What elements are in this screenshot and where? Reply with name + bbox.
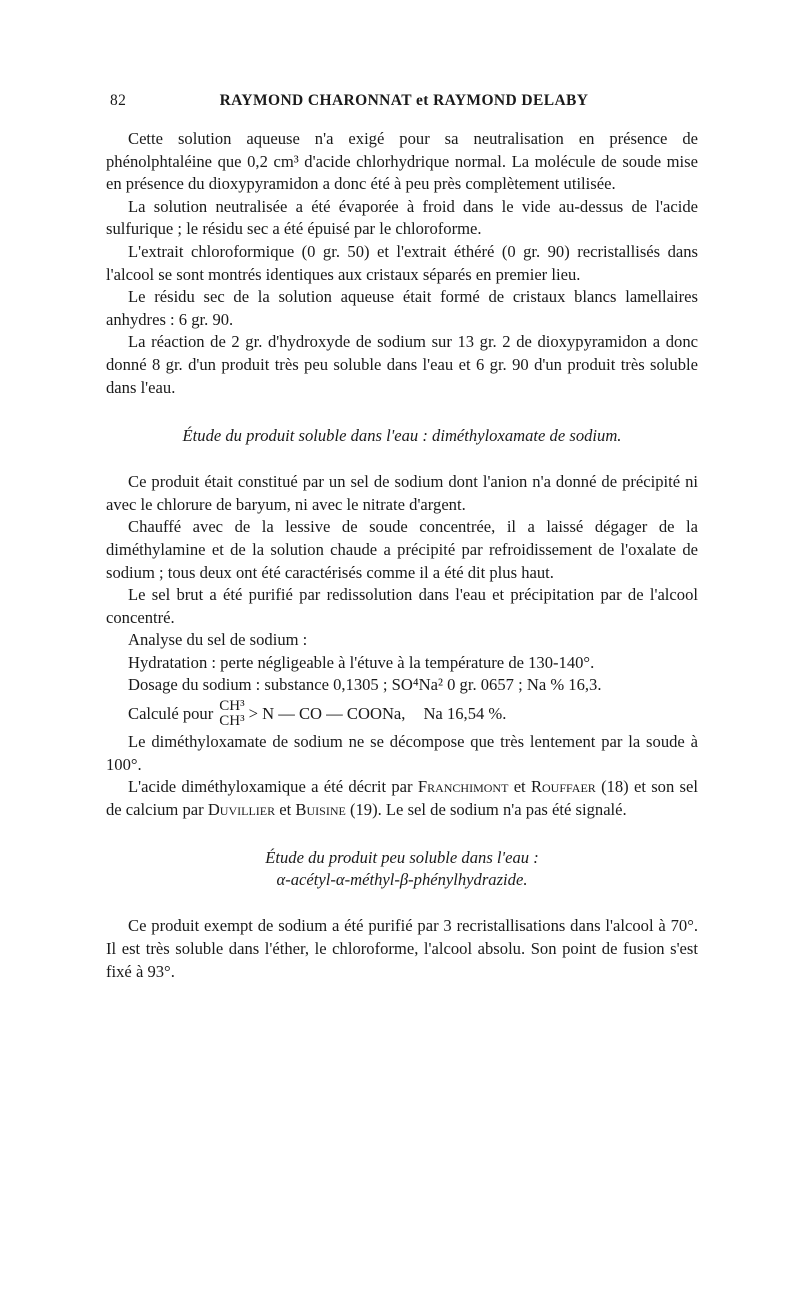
page-header xyxy=(110,92,698,112)
calculated-formula xyxy=(106,697,698,731)
paragraph: Le diméthyloxamate de sodium ne se décompose que très lentement par la soude à 100°. xyxy=(106,732,698,774)
page-number: 82 xyxy=(110,92,127,109)
section-heading-insoluble xyxy=(106,847,698,891)
text-run: (18) et son sel de calcium par xyxy=(106,777,698,819)
paragraph: Analyse du sel de sodium : xyxy=(128,630,308,650)
paragraph: Dosage du sodium : substance 0,1305 ; SO⁴Na² 0 gr. 0657 ; Na % 16,3. xyxy=(128,675,602,695)
section-heading-soluble: Étude du produit soluble dans l'eau : diméthyloxamate de sodium. xyxy=(182,426,622,446)
paragraph: Le résidu sec de la solution aqueuse était formé de cristaux blancs lamellaires anhydres : 6 gr. 90. xyxy=(106,287,698,329)
text-run: et xyxy=(508,777,531,797)
author-name: Rouffaer xyxy=(530,777,596,797)
paragraph: Hydratation : perte négligeable à l'étuve à la température de 130-140°. xyxy=(128,652,595,672)
paragraph: La solution neutralisée a été évaporée à froid dans le vide au-dessus de l'acide sulfurique ; le résidu sec a été épuisé par le chloroforme. xyxy=(106,196,698,239)
heading-line: Étude du produit peu soluble dans l'eau : xyxy=(265,848,539,868)
formula-fraction xyxy=(219,699,244,729)
heading-line: α-acétyl-α-méthyl-β-phénylhydrazide. xyxy=(276,870,528,890)
paragraph: Le sel brut a été purifié par redissolution dans l'eau et précipitation par de l'alcool concentré. xyxy=(106,585,698,627)
text-run: et xyxy=(275,799,296,819)
formula-na-value: Na 16,54 %. xyxy=(423,703,507,723)
text-run: (19). Le sel de sodium n'a pas été signalé. xyxy=(345,799,627,819)
paragraph: L'extrait chloroformique (0 gr. 50) et l'extrait éthéré (0 gr. 90) recristallisés dans l'alcool se sont montrés identiques aux cristaux séparés en premier lieu. xyxy=(106,241,698,284)
page-body xyxy=(106,128,698,983)
formula-numerator: CH³ xyxy=(219,698,245,715)
paragraph: Ce produit exempt de sodium a été purifié par 3 recristallisations dans l'alcool à 70°. Il est très soluble dans l'éther, le chloroforme, l'alcool absolu. Son point de fusion s'est fixé à 93°. xyxy=(106,916,698,981)
formula-denominator: CH³ xyxy=(219,713,245,730)
formula-label: Calculé pour xyxy=(128,703,214,723)
paragraph: Cette solution aqueuse n'a exigé pour sa neutralisation en présence de phénolphtaléine que 0,2 cm³ d'acide chlorhydrique normal. La molécule de soude mise en présence du dioxypyramidon a donc été à peu près complètement utilisée. xyxy=(106,129,698,194)
paragraph: Chauffé avec de la lessive de soude concentrée, il a laissé dégager de la diméthylamine et de la solution chaude a précipité par refroidissement de l'oxalate de sodium ; tous deux ont été caractérisés comme il a été dit plus haut. xyxy=(106,517,698,582)
text-run: L'acide diméthyloxamique a été décrit par xyxy=(128,777,418,797)
paragraph-references xyxy=(106,776,698,821)
paragraph: La réaction de 2 gr. d'hydroxyde de sodium sur 13 gr. 2 de dioxypyramidon a donc donné 8 gr. d'un produit très peu soluble dans l'eau et 6 gr. 90 d'un produit très soluble dans l'eau. xyxy=(106,332,698,397)
author-name: Duvillier xyxy=(207,799,276,819)
author-name: Franchimont xyxy=(417,777,509,797)
running-head: RAYMOND CHARONNAT et RAYMOND DELABY xyxy=(219,92,589,109)
formula-body: > N — CO — COONa, xyxy=(248,703,406,723)
paragraph: Ce produit était constitué par un sel de sodium dont l'anion n'a donné de précipité ni avec le chlorure de baryum, ni avec le nitrate d'argent. xyxy=(106,472,698,514)
author-name: Buisine xyxy=(295,799,346,819)
